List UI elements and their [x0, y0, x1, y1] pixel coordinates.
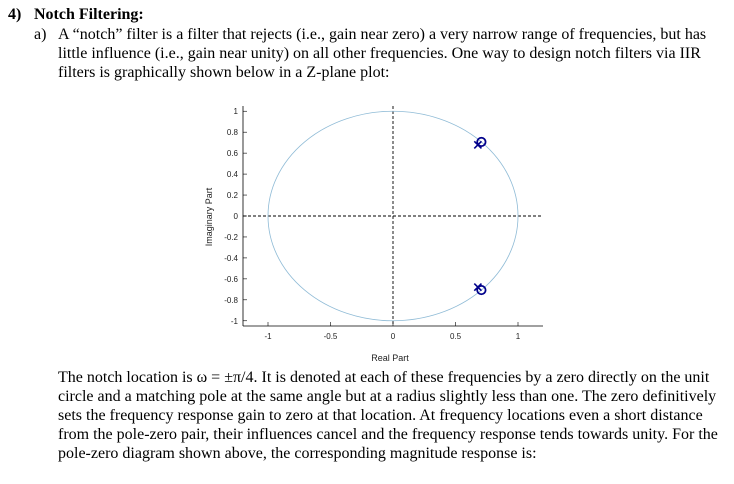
y-tick-label: 0.8 [226, 128, 238, 138]
y-tick-label: 1 [233, 107, 238, 117]
part-label: a) [34, 26, 47, 43]
x-tick-label: -1 [264, 332, 272, 341]
x-axis-label: Real Part [371, 353, 409, 363]
y-ticks [224, 107, 247, 326]
y-axis-label: Imaginary Part [204, 187, 214, 247]
y-tick-label: -0.8 [224, 295, 238, 305]
part-a [34, 25, 724, 82]
y-tick-label: -0.2 [224, 232, 238, 242]
y-tick-label: 0.4 [226, 170, 238, 180]
question-number: 4) [8, 6, 22, 23]
x-tick-label: 1 [515, 332, 521, 341]
y-tick-label: 0.6 [226, 149, 238, 159]
explanation-text: The notch location is ω = ±π/4. It is denoted at each of these frequencies by a zero directly on the unit circle and a matching pole at the same angle but at a radius slightly less than one. The zero definitively sets the frequency response gain to zero at that location. At frequency locations even a short distance from the pole-zero pair, their influences cancel and the frequency response tends towards unity. For the pole-zero diagram shown above, the corresponding magnitude response is: [58, 369, 718, 462]
z-plane-plot [195, 96, 555, 373]
intro-text: A “notch” filter is a filter that rejects (i.e., gain near zero) a very narrow range of frequencies, but has little influence (i.e., gain near unity) on all other frequencies. One way to design notch filters via IIR filters is graphically shown below in a Z-plane plot: [58, 26, 707, 81]
question-title: Notch Filtering: [34, 6, 144, 23]
y-tick-label: 0 [233, 212, 238, 221]
y-tick-label: -0.6 [224, 274, 238, 284]
x-tick-label: 0.5 [449, 332, 462, 341]
x-ticks [264, 322, 520, 341]
x-tick-label: -0.5 [323, 332, 338, 341]
y-tick-label: -1 [230, 316, 238, 326]
y-tick-label: 0.2 [226, 191, 238, 201]
z-plane-svg [195, 96, 555, 368]
y-tick-label: -0.4 [224, 253, 238, 263]
reference-lines [243, 106, 543, 326]
question-heading [8, 6, 144, 24]
x-tick-label: 0 [390, 332, 396, 341]
